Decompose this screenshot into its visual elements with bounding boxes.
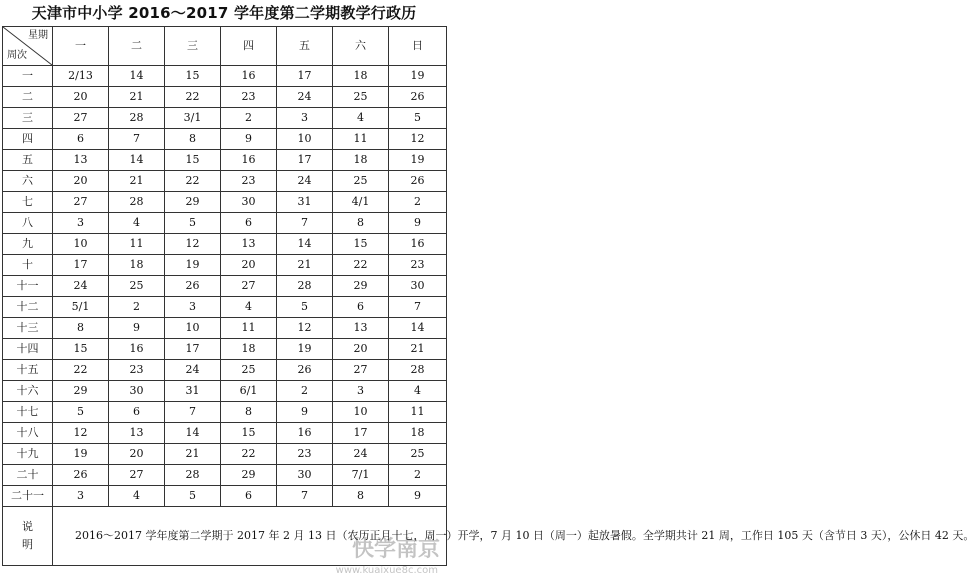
date-cell: 6 <box>109 402 165 423</box>
date-cell: 18 <box>221 339 277 360</box>
week-row <box>3 192 447 213</box>
calendar-table <box>2 26 974 566</box>
date-cell: 17 <box>53 255 109 276</box>
notes-label-cell <box>3 507 53 566</box>
week-number-cell: 四 <box>3 129 53 150</box>
notes-row <box>3 507 447 566</box>
date-cell: 29 <box>53 381 109 402</box>
date-cell: 15 <box>221 423 277 444</box>
date-cell: 16 <box>221 150 277 171</box>
date-cell: 14 <box>389 318 447 339</box>
date-cell: 8 <box>221 402 277 423</box>
date-cell: 10 <box>277 129 333 150</box>
date-cell: 23 <box>109 360 165 381</box>
date-cell: 14 <box>277 234 333 255</box>
date-cell: 22 <box>53 360 109 381</box>
date-cell: 7 <box>389 297 447 318</box>
week-row <box>3 402 447 423</box>
date-cell: 14 <box>109 150 165 171</box>
weekday-axis-label: 星期 <box>28 30 48 41</box>
notes-label-line: 明 <box>22 538 33 551</box>
date-cell: 17 <box>277 150 333 171</box>
date-cell: 28 <box>389 360 447 381</box>
week-row <box>3 213 447 234</box>
date-cell: 10 <box>165 318 221 339</box>
date-cell: 23 <box>389 255 447 276</box>
date-cell: 13 <box>53 150 109 171</box>
date-cell: 7 <box>109 129 165 150</box>
date-cell: 5 <box>165 213 221 234</box>
date-cell: 6 <box>333 297 389 318</box>
week-number-cell: 一 <box>3 66 53 87</box>
notes-label-line: 说 <box>22 520 33 533</box>
date-cell: 30 <box>277 465 333 486</box>
date-cell: 11 <box>389 402 447 423</box>
date-cell: 22 <box>333 255 389 276</box>
date-cell: 30 <box>221 192 277 213</box>
date-cell: 22 <box>165 171 221 192</box>
week-number-cell: 十二 <box>3 297 53 318</box>
date-cell: 28 <box>109 108 165 129</box>
date-cell: 23 <box>221 171 277 192</box>
date-cell: 2 <box>389 192 447 213</box>
header-row <box>3 27 447 66</box>
date-cell: 8 <box>333 213 389 234</box>
date-cell: 4 <box>333 108 389 129</box>
date-cell: 12 <box>165 234 221 255</box>
date-cell: 15 <box>165 150 221 171</box>
week-number-cell: 十七 <box>3 402 53 423</box>
date-cell: 4/1 <box>333 192 389 213</box>
date-cell: 23 <box>221 87 277 108</box>
week-row <box>3 87 447 108</box>
week-row <box>3 360 447 381</box>
week-row <box>3 318 447 339</box>
date-cell: 21 <box>109 171 165 192</box>
date-cell: 25 <box>333 87 389 108</box>
week-axis-label: 周次 <box>7 50 27 61</box>
week-row <box>3 66 447 87</box>
date-cell: 2 <box>109 297 165 318</box>
week-row <box>3 381 447 402</box>
week-number-cell: 八 <box>3 213 53 234</box>
date-cell: 20 <box>109 444 165 465</box>
date-cell: 8 <box>53 318 109 339</box>
week-row <box>3 171 447 192</box>
week-number-cell: 十九 <box>3 444 53 465</box>
date-cell: 21 <box>389 339 447 360</box>
date-cell: 24 <box>165 360 221 381</box>
date-cell: 9 <box>277 402 333 423</box>
date-cell: 25 <box>221 360 277 381</box>
week-number-cell: 七 <box>3 192 53 213</box>
date-cell: 21 <box>165 444 221 465</box>
date-cell: 19 <box>277 339 333 360</box>
date-cell: 27 <box>109 465 165 486</box>
date-cell: 17 <box>277 66 333 87</box>
date-cell: 13 <box>109 423 165 444</box>
date-cell: 4 <box>389 381 447 402</box>
weekday-header: 日 <box>389 27 447 66</box>
week-number-cell: 十 <box>3 255 53 276</box>
date-cell: 7 <box>277 486 333 507</box>
date-cell: 23 <box>277 444 333 465</box>
date-cell: 6/1 <box>221 381 277 402</box>
date-cell: 6 <box>221 213 277 234</box>
date-cell: 18 <box>333 150 389 171</box>
date-cell: 4 <box>109 213 165 234</box>
date-cell: 29 <box>333 276 389 297</box>
page-title: 天津市中小学 2016～2017 学年度第二学期教学行政历 <box>31 4 417 22</box>
week-row <box>3 444 447 465</box>
week-number-cell: 二 <box>3 87 53 108</box>
date-cell: 27 <box>53 108 109 129</box>
date-cell: 14 <box>165 423 221 444</box>
date-cell: 24 <box>277 87 333 108</box>
week-number-cell: 五 <box>3 150 53 171</box>
date-cell: 12 <box>389 129 447 150</box>
date-cell: 28 <box>165 465 221 486</box>
date-cell: 18 <box>389 423 447 444</box>
date-cell: 19 <box>389 150 447 171</box>
date-cell: 5 <box>165 486 221 507</box>
date-cell: 5 <box>53 402 109 423</box>
date-cell: 29 <box>165 192 221 213</box>
date-cell: 26 <box>53 465 109 486</box>
weekday-header: 三 <box>165 27 221 66</box>
date-cell: 25 <box>109 276 165 297</box>
date-cell: 25 <box>333 171 389 192</box>
date-cell: 15 <box>165 66 221 87</box>
date-cell: 19 <box>53 444 109 465</box>
week-number-cell: 十五 <box>3 360 53 381</box>
watermark-text: 快学南京 <box>351 537 440 562</box>
header-corner-cell <box>3 27 53 66</box>
week-row <box>3 339 447 360</box>
week-row <box>3 150 447 171</box>
date-cell: 26 <box>165 276 221 297</box>
date-cell: 26 <box>389 171 447 192</box>
week-row <box>3 255 447 276</box>
week-row <box>3 297 447 318</box>
date-cell: 21 <box>109 87 165 108</box>
week-number-cell: 十六 <box>3 381 53 402</box>
date-cell: 10 <box>53 234 109 255</box>
date-cell: 3 <box>165 297 221 318</box>
date-cell: 5 <box>389 108 447 129</box>
date-cell: 29 <box>221 465 277 486</box>
date-cell: 26 <box>389 87 447 108</box>
date-cell: 27 <box>53 192 109 213</box>
date-cell: 17 <box>333 423 389 444</box>
week-number-cell: 九 <box>3 234 53 255</box>
date-cell: 13 <box>221 234 277 255</box>
notes-text: 2016～2017 学年度第二学期于 2017 年 2 月 13 日（农历正月十七，周一）开学，7 月 10 日（周一）起放暑假。全学期共计 21 周，工作日 105 天（含节日 3 天），公休日 42 天。 <box>53 507 447 566</box>
date-cell: 27 <box>221 276 277 297</box>
date-cell: 31 <box>165 381 221 402</box>
date-cell: 11 <box>109 234 165 255</box>
date-cell: 18 <box>109 255 165 276</box>
date-cell: 28 <box>109 192 165 213</box>
date-cell: 16 <box>221 66 277 87</box>
date-cell: 24 <box>53 276 109 297</box>
date-cell: 2 <box>389 465 447 486</box>
week-number-cell: 十一 <box>3 276 53 297</box>
date-cell: 3 <box>277 108 333 129</box>
week-row <box>3 234 447 255</box>
weekday-header: 一 <box>53 27 109 66</box>
week-row <box>3 486 447 507</box>
date-cell: 28 <box>277 276 333 297</box>
week-number-cell: 十四 <box>3 339 53 360</box>
watermark-url: www.kuaixue8c.com <box>335 565 438 576</box>
date-cell: 19 <box>165 255 221 276</box>
date-cell: 24 <box>333 444 389 465</box>
date-cell: 3 <box>53 213 109 234</box>
date-cell: 2 <box>277 381 333 402</box>
date-cell: 3/1 <box>165 108 221 129</box>
week-row <box>3 423 447 444</box>
date-cell: 13 <box>333 318 389 339</box>
date-cell: 4 <box>109 486 165 507</box>
weekday-header: 二 <box>109 27 165 66</box>
date-cell: 20 <box>53 171 109 192</box>
date-cell: 3 <box>333 381 389 402</box>
date-cell: 17 <box>165 339 221 360</box>
week-number-cell: 六 <box>3 171 53 192</box>
date-cell: 10 <box>333 402 389 423</box>
date-cell: 9 <box>221 129 277 150</box>
date-cell: 30 <box>109 381 165 402</box>
date-cell: 20 <box>221 255 277 276</box>
date-cell: 25 <box>389 444 447 465</box>
date-cell: 19 <box>389 66 447 87</box>
date-cell: 12 <box>277 318 333 339</box>
date-cell: 6 <box>221 486 277 507</box>
date-cell: 16 <box>109 339 165 360</box>
date-cell: 20 <box>53 87 109 108</box>
date-cell: 9 <box>389 486 447 507</box>
week-number-cell: 二十一 <box>3 486 53 507</box>
date-cell: 9 <box>109 318 165 339</box>
week-number-cell: 三 <box>3 108 53 129</box>
date-cell: 20 <box>333 339 389 360</box>
week-number-cell: 二十 <box>3 465 53 486</box>
date-cell: 7 <box>165 402 221 423</box>
date-cell: 27 <box>333 360 389 381</box>
date-cell: 30 <box>389 276 447 297</box>
week-number-cell: 十八 <box>3 423 53 444</box>
date-cell: 16 <box>277 423 333 444</box>
date-cell: 15 <box>333 234 389 255</box>
date-cell: 2 <box>221 108 277 129</box>
date-cell: 5/1 <box>53 297 109 318</box>
weekday-header: 五 <box>277 27 333 66</box>
date-cell: 31 <box>277 192 333 213</box>
date-cell: 8 <box>165 129 221 150</box>
date-cell: 7/1 <box>333 465 389 486</box>
date-cell: 15 <box>53 339 109 360</box>
date-cell: 24 <box>277 171 333 192</box>
week-row <box>3 129 447 150</box>
weekday-header: 四 <box>221 27 277 66</box>
date-cell: 22 <box>221 444 277 465</box>
date-cell: 21 <box>277 255 333 276</box>
date-cell: 6 <box>53 129 109 150</box>
date-cell: 9 <box>389 213 447 234</box>
date-cell: 18 <box>333 66 389 87</box>
date-cell: 26 <box>277 360 333 381</box>
date-cell: 7 <box>277 213 333 234</box>
date-cell: 3 <box>53 486 109 507</box>
week-row <box>3 465 447 486</box>
week-number-cell: 十三 <box>3 318 53 339</box>
date-cell: 14 <box>109 66 165 87</box>
date-cell: 11 <box>333 129 389 150</box>
date-cell: 16 <box>389 234 447 255</box>
date-cell: 22 <box>165 87 221 108</box>
date-cell: 11 <box>221 318 277 339</box>
date-cell: 8 <box>333 486 389 507</box>
date-cell: 2/13 <box>53 66 109 87</box>
weekday-header: 六 <box>333 27 389 66</box>
week-row <box>3 108 447 129</box>
date-cell: 5 <box>277 297 333 318</box>
date-cell: 12 <box>53 423 109 444</box>
date-cell: 4 <box>221 297 277 318</box>
week-row <box>3 276 447 297</box>
